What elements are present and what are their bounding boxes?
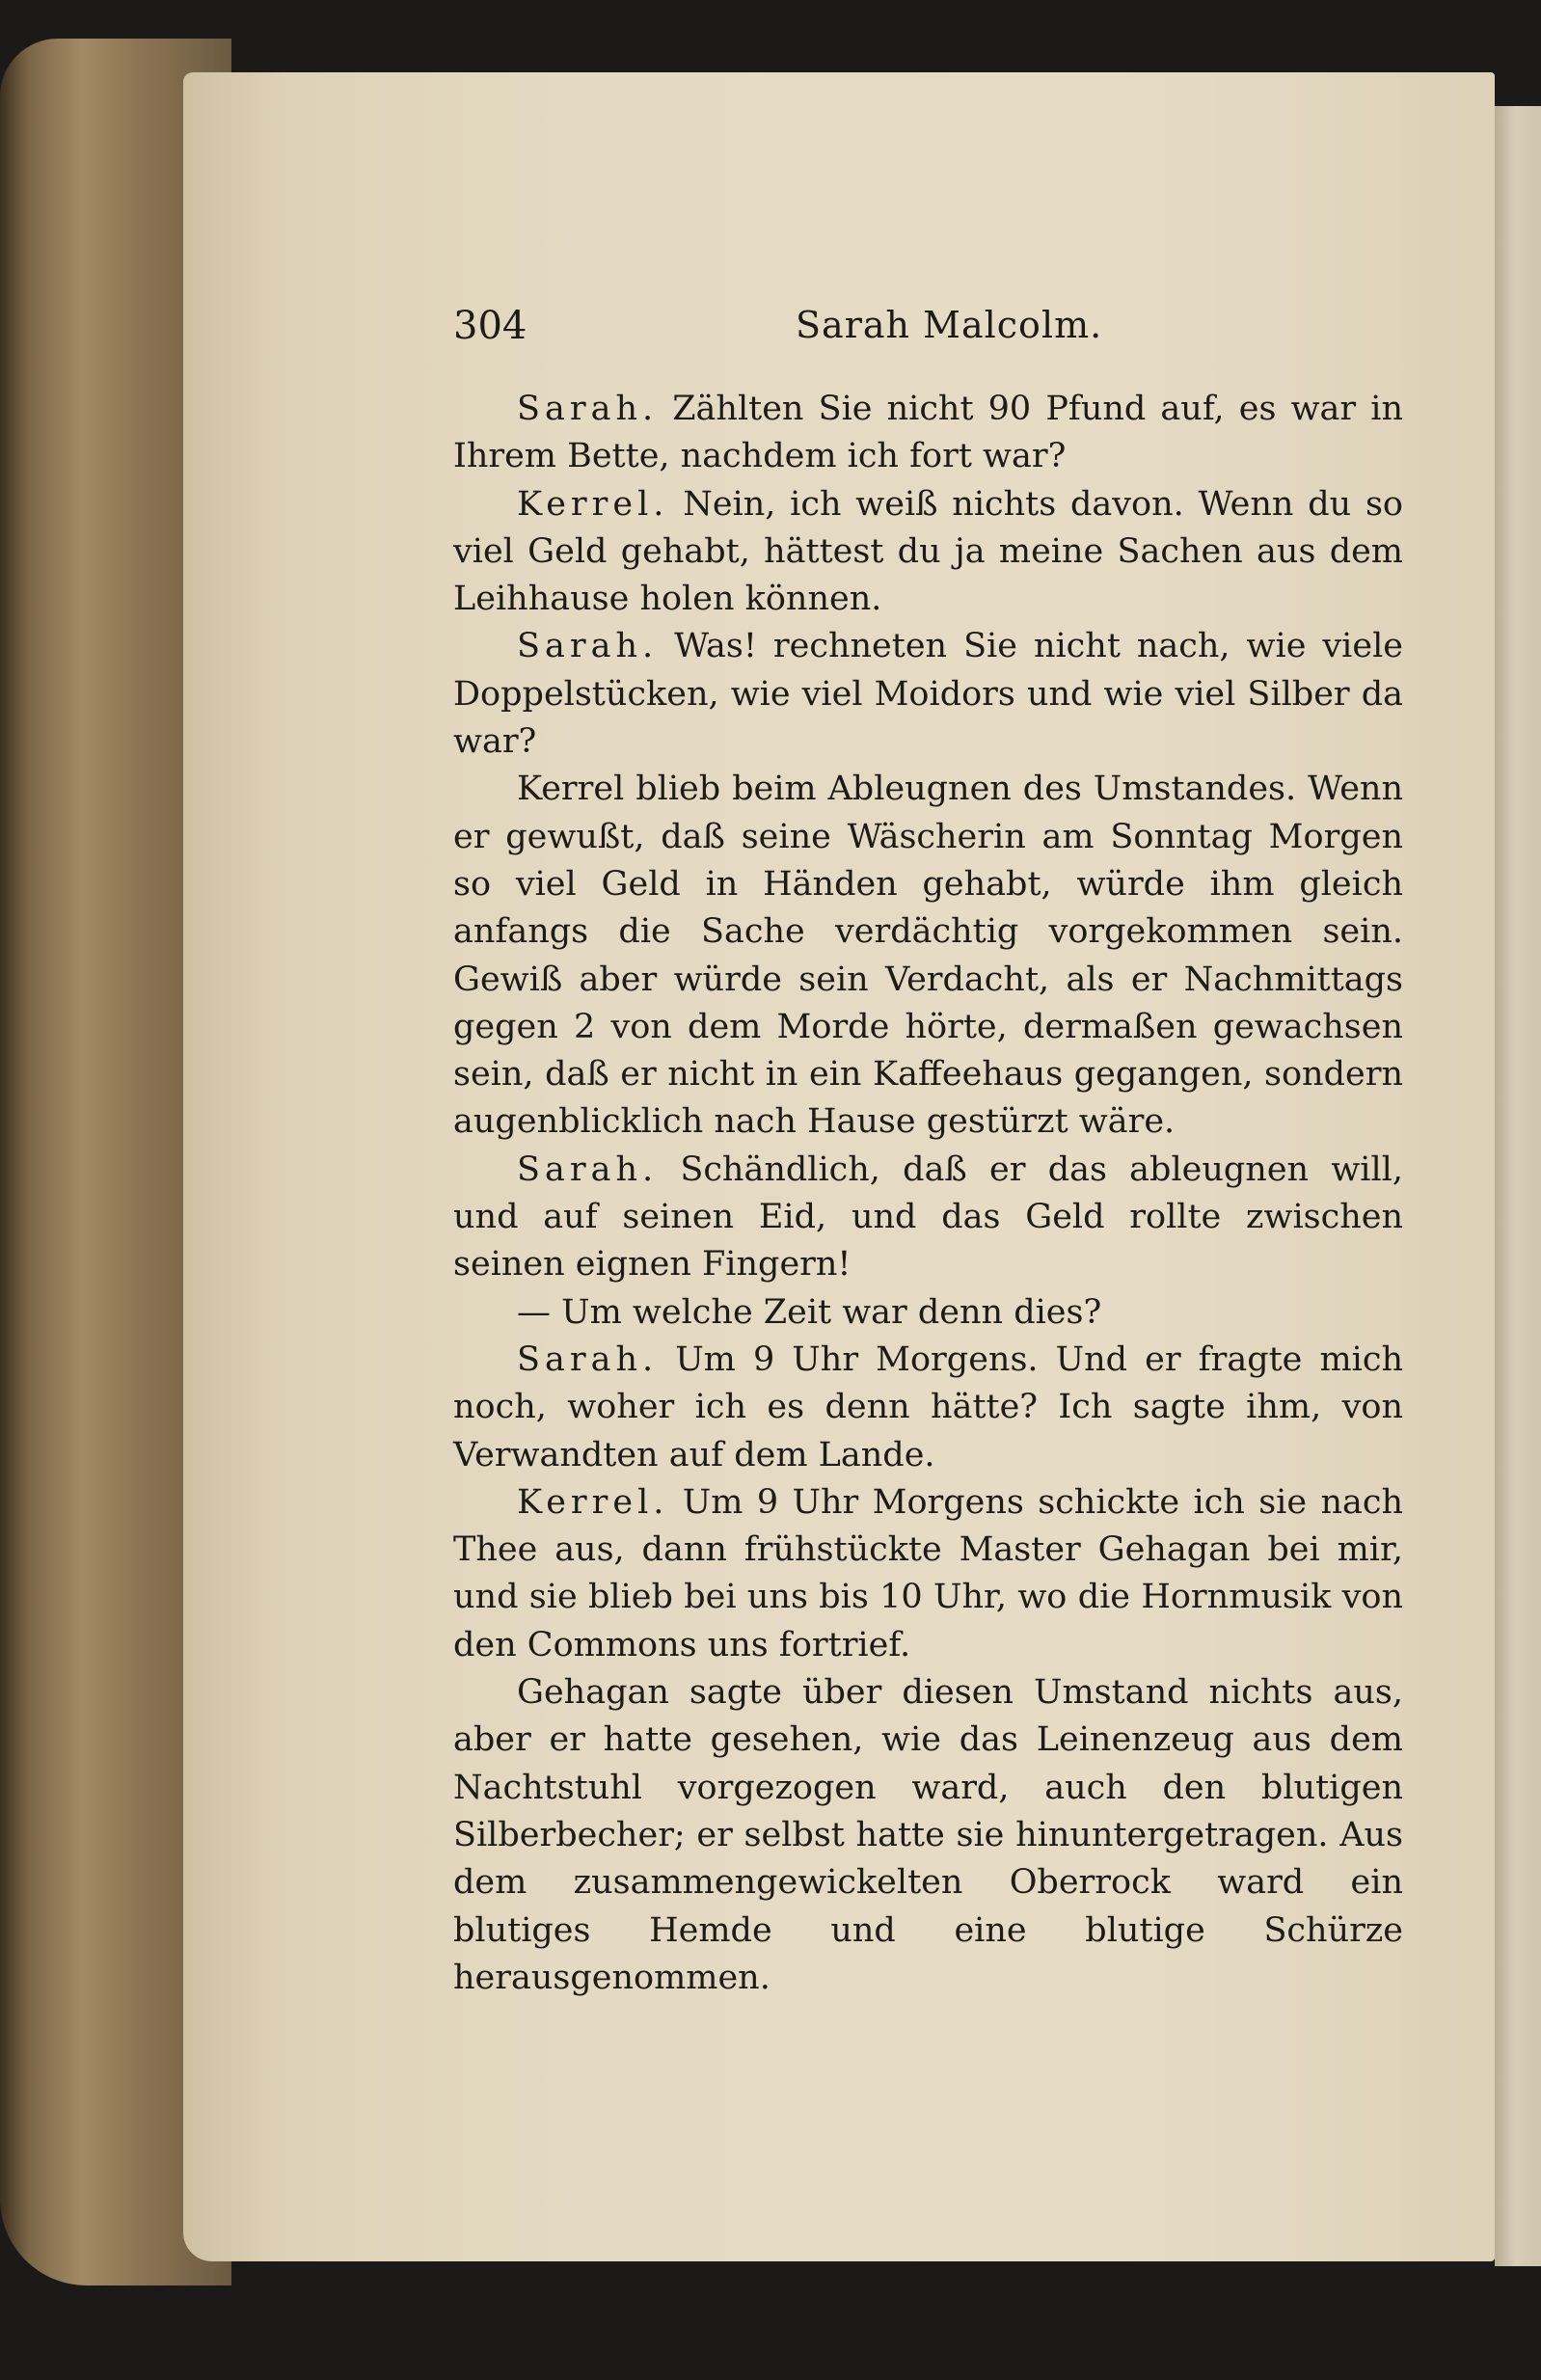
speaker-name: Kerrel. [517, 484, 669, 524]
paragraph [453, 1479, 1403, 1669]
paragraph [453, 1337, 1403, 1479]
paragraph [453, 1289, 1403, 1337]
running-head [453, 304, 1418, 362]
speaker-name: Sarah. [517, 627, 659, 666]
paragraph [453, 386, 1403, 481]
paragraph [453, 1147, 1403, 1289]
paragraph [453, 766, 1403, 1146]
page-number: 304 [453, 304, 527, 348]
paragraph-text: Schändlich, daß er das ableugnen will, und auf seinen Eid, und das Geld rollte zwischen seinen eignen Fingern! [453, 1149, 1403, 1285]
paragraph-text: Kerrel blieb beim Ableugnen des Umstandes. Wenn er gewußt, daß seine Wäscherin am Sonntag Morgen so viel Geld in Händen gehabt, würde ihm gleich anfangs die Sache verdächtig vorgekommen sein. Gewiß aber würde sein Verdacht, als er Nachmittags gegen 2 von dem Morde hörte, dermaßen gewachsen sein, daß er nicht in ein Kaffeehaus gegangen, sondern augenblicklich nach Hause gestürzt wäre. [453, 770, 1403, 1142]
speaker-name: Sarah. [517, 390, 659, 428]
paragraph-text: Was! rechneten Sie nicht nach, wie viele Doppelstücken, wie viel Moidors und wie viel Silber da war? [453, 627, 1403, 762]
paragraph [453, 481, 1403, 624]
paragraph-text: Um 9 Uhr Morgens schickte ich sie nach Thee aus, dann frühstückte Master Gehagan bei mir, und sie blieb bei uns bis 10 Uhr, wo die Hornmusik von den Commons uns fortrief. [453, 1482, 1403, 1664]
facing-page-edge [1495, 106, 1541, 2266]
body-text [453, 386, 1403, 2002]
speaker-name: Sarah. [517, 1339, 659, 1379]
running-title: Sarah Malcolm. [796, 304, 1103, 346]
paragraph-text: Um 9 Uhr Morgens. Und er fragte mich noch, woher ich es denn hätte? Ich sagte ihm, von Verwandten auf dem Lande. [453, 1339, 1403, 1474]
speaker-name: Kerrel. [517, 1482, 669, 1522]
speaker-name: Sarah. [517, 1149, 659, 1189]
paragraph [453, 623, 1403, 766]
paragraph-text: Gehagan sagte über diesen Umstand nichts aus, aber er hatte gesehen, wie das Leinenzeug aus dem Nachtstuhl vorgezogen ward, auch den blutigen Silberbecher; er selbst hatte sie hinuntergetragen. Aus dem zusammengewickelten Oberrock ward ein blutiges Hemde und eine blutige Schürze herausgenommen. [453, 1673, 1403, 1997]
paragraph-text: Zählten Sie nicht 90 Pfund auf, es war in Ihrem Bette, nachdem ich fort war? [453, 390, 1403, 476]
paragraph-text: Nein, ich weiß nichts davon. Wenn du so viel Geld gehabt, hättest du ja meine Sachen aus dem Leihhause holen können. [453, 484, 1403, 619]
paragraph-text: — Um welche Zeit war denn dies? [517, 1292, 1102, 1332]
paragraph [453, 1669, 1403, 2002]
